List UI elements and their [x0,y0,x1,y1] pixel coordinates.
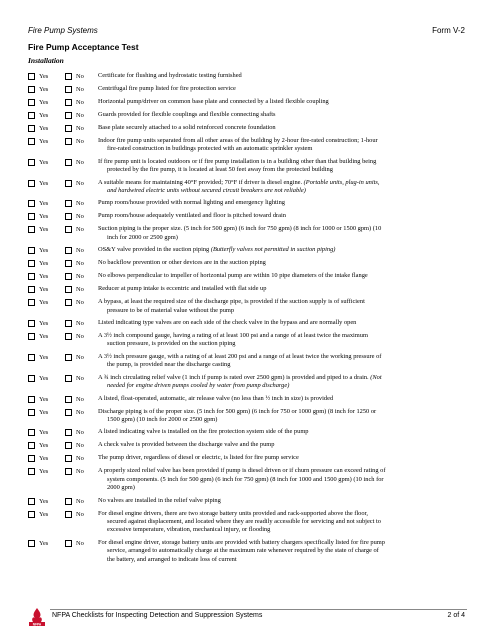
checklist-row [28,137,468,154]
item-statement: A listed indicating valve is installed on the fire protection system side of the pump [98,428,309,436]
item-statement: Discharge piping is of the proper size. (5 inch for 500 gpm) (6 inch for 750 or 1000 gpm) (8 inch for 1250 or [98,407,377,415]
yes-label: Yes [39,333,49,341]
no-checkbox[interactable] [65,200,72,207]
checklist-item-text [98,497,468,505]
no-checkbox[interactable] [65,180,72,187]
item-continuation: pressure to be of material value without the pump [107,306,235,314]
item-statement: No backflow prevention or other devices are in the suction piping [98,259,266,267]
no-checkbox[interactable] [65,455,72,462]
yes-label: Yes [39,273,49,281]
checklist-item-text [98,319,468,327]
yes-checkbox[interactable] [28,226,35,233]
item-statement: Pump room/house provided with normal lighting and emergency lighting [98,199,285,207]
item-statement: The pump driver, regardless of diesel or electric, is listed for fire pump service [98,454,299,462]
no-checkbox[interactable] [65,468,72,475]
item-continuation: the pump, is provided near the discharge casting [107,361,231,369]
no-label: No [76,320,84,328]
footer-title: NFPA Checklists for Inspecting Detection and Suppression Systems [52,612,263,619]
checklist-row [28,179,468,196]
no-label: No [76,442,84,450]
yes-checkbox[interactable] [28,138,35,145]
no-checkbox[interactable] [65,138,72,145]
yes-checkbox[interactable] [28,468,35,475]
no-label: No [76,73,84,80]
no-checkbox[interactable] [65,73,72,80]
yes-label: Yes [39,408,49,416]
item-statement: Guards provided for flexible couplings and flexible connecting shafts [98,111,276,118]
yes-label: Yes [39,247,49,255]
no-checkbox[interactable] [65,86,72,93]
yes-label: Yes [39,320,49,328]
no-checkbox[interactable] [65,511,72,518]
checklist-row [28,467,468,492]
item-statement: A 3½ inch pressure gauge, with a rating of at least 200 psi and a range of at least twice the working pressure of [98,352,382,360]
item-statement: Certificate for flushing and hydrostatic testing furnished [98,72,242,79]
yes-label: Yes [39,226,49,234]
no-label: No [76,429,84,437]
yes-label: Yes [39,510,49,518]
checklist-item-text [98,441,468,449]
item-statement: If fire pump unit is located outdoors or if fire pump installation is in a building other than that building being [98,157,377,165]
page-title: Fire Pump Acceptance Test [28,42,139,52]
item-statement: Indoor fire pump units separated from all other areas of the building by 2-hour fire-rated construction; 1-hour [98,137,378,144]
checklist [28,72,468,568]
checklist-row [28,319,468,328]
no-label: No [76,158,84,166]
yes-label: Yes [39,286,49,294]
yes-label: Yes [39,125,49,132]
checklist-item-text [98,137,468,154]
yes-label: Yes [39,260,49,268]
checklist-row [28,441,468,450]
no-checkbox[interactable] [65,99,72,106]
yes-label: Yes [39,112,49,119]
item-statement: OS&Y valve provided in the suction piping [98,246,211,254]
yes-label: Yes [39,213,49,221]
checklist-item-text [98,158,468,175]
no-label: No [76,299,84,307]
checklist-item-text [98,212,468,220]
checklist-item-text [98,72,468,80]
no-label: No [76,273,84,281]
no-checkbox[interactable] [65,498,72,505]
checklist-item-text [98,298,468,315]
no-label: No [76,247,84,255]
no-checkbox[interactable] [65,396,72,403]
checklist-item-text [98,111,468,119]
checklist-item-text [98,332,468,349]
checklist-item-text [98,98,468,106]
header-form-number: Form V-2 [432,26,465,35]
no-checkbox[interactable] [65,299,72,306]
no-checkbox[interactable] [65,112,72,119]
nfpa-logo-text: NFPA [32,622,42,627]
item-continuation: the battery, and arranged to indicate loss of current [107,555,237,563]
item-continuation: 2000 gpm) [107,484,135,492]
checklist-row [28,124,468,133]
yes-checkbox[interactable] [28,159,35,166]
no-label: No [76,213,84,221]
checklist-row [28,454,468,463]
yes-checkbox[interactable] [28,286,35,293]
item-statement: Base plate securely attached to a solid reinforced concrete foundation [98,124,276,131]
yes-label: Yes [39,200,49,208]
checklist-item-text [98,225,468,242]
no-checkbox[interactable] [65,260,72,267]
no-checkbox[interactable] [65,540,72,547]
item-statement: No elbows perpendicular to impeller of horizontal pump are within 10 pipe diameters of the intake flange [98,272,368,280]
checklist-row [28,111,468,120]
checklist-item-text [98,246,468,254]
no-label: No [76,333,84,341]
no-checkbox[interactable] [65,333,72,340]
yes-label: Yes [39,442,49,450]
checklist-item-text [98,374,468,391]
checklist-item-text [98,124,468,132]
checklist-row [28,158,468,175]
checklist-row [28,85,468,94]
yes-checkbox[interactable] [28,511,35,518]
yes-checkbox[interactable] [28,86,35,93]
no-label: No [76,138,84,145]
yes-checkbox[interactable] [28,299,35,306]
checklist-item-text [98,539,468,564]
item-continuation: system components. (5 inch for 500 gpm) (6 inch for 750 gpm) (8 inch for 1000 and 1500 gpm) (10 inch for [107,475,384,483]
checklist-row [28,428,468,437]
item-statement: No valves are installed in the relief valve piping [98,496,221,504]
checklist-row [28,395,468,404]
yes-checkbox[interactable] [28,333,35,340]
item-continuation: fire-rated construction in buildings protected with an automatic sprinkler system [107,145,313,153]
yes-checkbox[interactable] [28,125,35,132]
checklist-row [28,374,468,391]
no-label: No [76,374,84,382]
yes-label: Yes [39,429,49,437]
item-note: (Butterfly valves not permitted in suction piping) [210,246,336,254]
checklist-row [28,98,468,107]
yes-checkbox[interactable] [28,260,35,267]
checklist-row [28,408,468,425]
item-continuation: secured against displacement, and located where they are readily accessible for servicing and not subject to [107,517,381,525]
item-statement: A 3½ inch compound gauge, having a rating of at least 100 psi and a range of at least twice the maximum [98,332,368,340]
item-statement: For diesel engine drivers, there are two storage battery units provided and rack-supported above the floor, [98,509,369,517]
no-label: No [76,226,84,234]
yes-label: Yes [39,138,49,145]
item-note: (Portable units, plug-in units, [303,178,380,186]
checklist-row [28,298,468,315]
yes-checkbox[interactable] [28,540,35,547]
yes-checkbox[interactable] [28,200,35,207]
yes-checkbox[interactable] [28,180,35,187]
item-note: (Not [370,373,382,381]
yes-label: Yes [39,158,49,166]
yes-checkbox[interactable] [28,247,35,254]
yes-label: Yes [39,395,49,403]
yes-label: Yes [39,539,49,547]
header-section-name: Fire Pump Systems [28,26,98,35]
yes-checkbox[interactable] [28,396,35,403]
yes-label: Yes [39,73,49,80]
checklist-item-text [98,395,468,403]
no-label: No [76,468,84,476]
no-checkbox[interactable] [65,442,72,449]
checklist-item-text [98,428,468,436]
item-statement: Listed indicating type valves are on each side of the check valve in the bypass and are normally open [98,319,357,327]
item-statement: A listed, float-operated, automatic, air release valve (no less than ½ inch in size) is provided [98,394,334,402]
item-continuation: service, arranged to automatically charge at the maximum rate whenever required by the state of charge of [107,547,379,555]
yes-label: Yes [39,353,49,361]
no-label: No [76,497,84,505]
yes-label: Yes [39,455,49,463]
no-label: No [76,86,84,93]
item-statement: A properly sized relief valve has been provided if pump is diesel driven or if churn pressure can exceed rating of [98,467,386,475]
no-label: No [76,353,84,361]
no-checkbox[interactable] [65,354,72,361]
checklist-row [28,332,468,349]
no-label: No [76,125,84,132]
checklist-row [28,539,468,564]
checklist-row [28,212,468,221]
checklist-item-text [98,85,468,93]
checklist-row [28,246,468,255]
yes-label: Yes [39,497,49,505]
no-label: No [76,112,84,119]
no-checkbox[interactable] [65,375,72,382]
page-number: 2 of 4 [447,612,465,619]
yes-checkbox[interactable] [28,442,35,449]
no-label: No [76,455,84,463]
yes-label: Yes [39,179,49,187]
yes-checkbox[interactable] [28,273,35,280]
yes-label: Yes [39,374,49,382]
no-checkbox[interactable] [65,429,72,436]
no-checkbox[interactable] [65,125,72,132]
checklist-item-text [98,179,468,196]
yes-checkbox[interactable] [28,213,35,220]
item-continuation: protected by the fire pump, it is located at least 50 feet away from the protected building [107,166,333,174]
item-statement: A ¾ inch circulating relief valve (1 inch if pump is rated over 2500 gpm) is provided and piped to a drain. [98,373,371,381]
checklist-item-text [98,454,468,462]
checklist-row [28,72,468,81]
item-statement: A check valve is provided between the discharge valve and the pump [98,441,275,449]
no-checkbox[interactable] [65,226,72,233]
checklist-item-text [98,259,468,267]
section-heading: Installation [28,56,64,65]
item-statement: A bypass, at least the required size of the discharge pipe, is provided if the suction supply is of sufficient [98,298,365,306]
yes-label: Yes [39,468,49,476]
no-label: No [76,286,84,294]
yes-label: Yes [39,99,49,106]
item-note-continuation: and hardwired electric units without secured circuit breakers are not reliable) [107,187,306,195]
item-continuation: suction pressure, is provided on the suction piping [107,340,236,348]
checklist-item-text [98,510,468,535]
checklist-item-text [98,467,468,492]
no-label: No [76,408,84,416]
yes-checkbox[interactable] [28,73,35,80]
no-label: No [76,260,84,268]
yes-checkbox[interactable] [28,429,35,436]
item-statement: Centrifugal fire pump listed for fire protection service [98,85,236,92]
checklist-item-text [98,408,468,425]
no-label: No [76,395,84,403]
checklist-row [28,510,468,535]
checklist-item-text [98,272,468,280]
item-continuation: 1500 gpm) (10 inch for 2000 or 2500 gpm) [107,415,218,423]
yes-label: Yes [39,299,49,307]
checklist-row [28,497,468,506]
item-continuation: excessive temperature, vibration, mechanical injury, or flooding [107,526,271,534]
no-label: No [76,510,84,518]
item-statement: For diesel engine driver, storage battery units are provided with battery chargers specifically listed for fire pump [98,538,385,546]
no-checkbox[interactable] [65,286,72,293]
checklist-item-text [98,199,468,207]
checklist-item-text [98,285,468,293]
checklist-row [28,353,468,370]
checklist-item-text [98,353,468,370]
item-statement: Pump room/house adequately ventilated and floor is pitched toward drain [98,212,286,220]
yes-checkbox[interactable] [28,99,35,106]
no-label: No [76,99,84,106]
yes-checkbox[interactable] [28,354,35,361]
yes-checkbox[interactable] [28,320,35,327]
yes-label: Yes [39,86,49,93]
no-checkbox[interactable] [65,273,72,280]
item-statement: A suitable means for maintaining 40°F provided; 70°F if driver is diesel engine. [98,178,304,186]
item-statement: Horizontal pump/driver on common base plate and connected by a listed flexible coupling [98,98,329,105]
yes-checkbox[interactable] [28,455,35,462]
checklist-row [28,285,468,294]
no-checkbox[interactable] [65,247,72,254]
checklist-row [28,272,468,281]
yes-checkbox[interactable] [28,409,35,416]
checklist-row [28,259,468,268]
footer-divider [50,609,467,610]
no-checkbox[interactable] [65,213,72,220]
checklist-row [28,199,468,208]
no-checkbox[interactable] [65,320,72,327]
yes-checkbox[interactable] [28,498,35,505]
item-statement: Reducer at pump intake is eccentric and installed with flat side up [98,285,267,293]
checklist-row [28,225,468,242]
item-continuation: inch for 2000 or 2500 gpm) [107,233,178,241]
no-label: No [76,179,84,187]
yes-checkbox[interactable] [28,112,35,119]
nfpa-logo-icon [26,606,48,628]
no-label: No [76,200,84,208]
item-statement: Suction piping is the proper size. (5 inch for 500 gpm) (6 inch for 750 gpm) (8 inch for 1000 or 1500 gpm) (10 [98,225,382,233]
yes-checkbox[interactable] [28,375,35,382]
item-note-continuation: needed for engine driven pumps cooled by water from pump discharge) [107,382,290,390]
no-label: No [76,539,84,547]
no-checkbox[interactable] [65,159,72,166]
no-checkbox[interactable] [65,409,72,416]
